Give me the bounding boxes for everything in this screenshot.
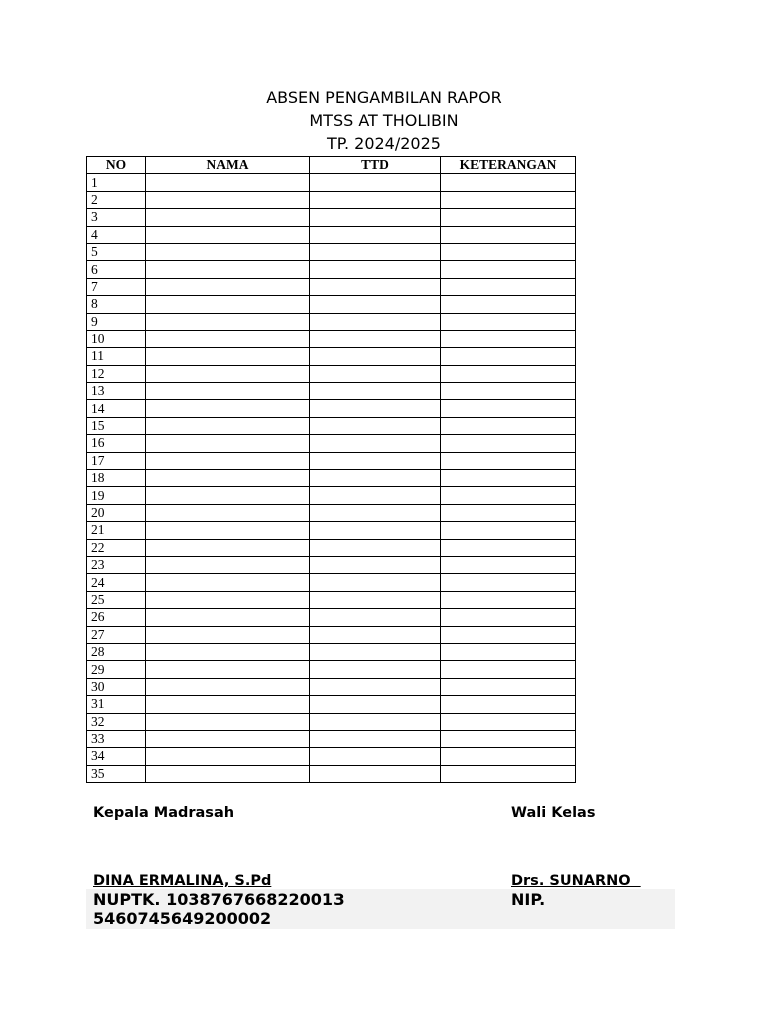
table-row	[87, 348, 576, 365]
cell-keterangan	[441, 330, 576, 347]
cell-ttd	[310, 278, 441, 295]
col-header-ttd: TTD	[310, 157, 441, 174]
cell-ttd	[310, 730, 441, 747]
cell-no: 25	[87, 591, 146, 608]
cell-ttd	[310, 487, 441, 504]
cell-nama	[146, 626, 310, 643]
cell-ttd	[310, 365, 441, 382]
cell-nama	[146, 470, 310, 487]
table-row	[87, 470, 576, 487]
cell-ttd	[310, 417, 441, 434]
cell-keterangan	[441, 522, 576, 539]
cell-ttd	[310, 330, 441, 347]
cell-keterangan	[441, 574, 576, 591]
cell-ttd	[310, 661, 441, 678]
table-row	[87, 487, 576, 504]
cell-no: 22	[87, 539, 146, 556]
cell-keterangan	[441, 765, 576, 782]
cell-keterangan	[441, 730, 576, 747]
title-line-1: ABSEN PENGAMBILAN RAPOR	[266, 88, 502, 107]
cell-keterangan	[441, 452, 576, 469]
cell-nama	[146, 348, 310, 365]
cell-ttd	[310, 504, 441, 521]
cell-nama	[146, 383, 310, 400]
cell-nama	[146, 574, 310, 591]
table-row	[87, 713, 576, 730]
cell-no: 21	[87, 522, 146, 539]
cell-nama	[146, 226, 310, 243]
cell-nama	[146, 504, 310, 521]
cell-no: 33	[87, 730, 146, 747]
cell-no: 18	[87, 470, 146, 487]
cell-ttd	[310, 313, 441, 330]
cell-keterangan	[441, 296, 576, 313]
cell-no: 13	[87, 383, 146, 400]
cell-keterangan	[441, 435, 576, 452]
cell-keterangan	[441, 748, 576, 765]
cell-keterangan	[441, 504, 576, 521]
table-row	[87, 383, 576, 400]
table-row	[87, 191, 576, 208]
cell-nama	[146, 643, 310, 660]
title-line-3: TP. 2024/2025	[327, 134, 441, 153]
cell-keterangan	[441, 626, 576, 643]
left-signer-id-line1: NUPTK. 103876766822001З	[93, 890, 345, 909]
cell-nama	[146, 313, 310, 330]
cell-no: 16	[87, 435, 146, 452]
attendance-table	[86, 156, 576, 783]
cell-nama	[146, 330, 310, 347]
cell-nama	[146, 748, 310, 765]
table-row	[87, 296, 576, 313]
cell-nama	[146, 261, 310, 278]
cell-ttd	[310, 748, 441, 765]
cell-no: 10	[87, 330, 146, 347]
cell-ttd	[310, 713, 441, 730]
cell-ttd	[310, 191, 441, 208]
cell-nama	[146, 730, 310, 747]
cell-nama	[146, 452, 310, 469]
cell-nama	[146, 661, 310, 678]
table-row	[87, 522, 576, 539]
table-row	[87, 209, 576, 226]
cell-keterangan	[441, 696, 576, 713]
left-signer-id-line2: 5460745649200002	[93, 909, 272, 928]
cell-keterangan	[441, 226, 576, 243]
cell-no: 27	[87, 626, 146, 643]
cell-nama	[146, 296, 310, 313]
left-signature-title: Kepala Madrasah	[93, 805, 235, 821]
cell-no: 5	[87, 243, 146, 260]
cell-no: 28	[87, 643, 146, 660]
document-title	[0, 86, 768, 155]
cell-no: 23	[87, 556, 146, 573]
right-signer-name: Drs. SUNARNO	[511, 873, 641, 889]
table-row	[87, 626, 576, 643]
cell-ttd	[310, 452, 441, 469]
table-row	[87, 313, 576, 330]
table-row	[87, 417, 576, 434]
cell-no: 32	[87, 713, 146, 730]
table-row	[87, 278, 576, 295]
cell-ttd	[310, 174, 441, 191]
table-row	[87, 226, 576, 243]
cell-no: 2	[87, 191, 146, 208]
table-header-row	[87, 157, 576, 174]
cell-nama	[146, 278, 310, 295]
table-row	[87, 365, 576, 382]
cell-no: 9	[87, 313, 146, 330]
cell-no: 29	[87, 661, 146, 678]
cell-no: 3	[87, 209, 146, 226]
cell-ttd	[310, 643, 441, 660]
cell-nama	[146, 591, 310, 608]
cell-keterangan	[441, 365, 576, 382]
col-header-keterangan: KETERANGAN	[441, 157, 576, 174]
cell-nama	[146, 243, 310, 260]
cell-keterangan	[441, 209, 576, 226]
cell-keterangan	[441, 609, 576, 626]
cell-no: 30	[87, 678, 146, 695]
cell-keterangan	[441, 713, 576, 730]
cell-ttd	[310, 765, 441, 782]
table-row	[87, 696, 576, 713]
cell-keterangan	[441, 400, 576, 417]
table-row	[87, 609, 576, 626]
cell-nama	[146, 713, 310, 730]
table-body	[87, 174, 576, 783]
table-row	[87, 678, 576, 695]
cell-nama	[146, 400, 310, 417]
title-line-2: MTSS AT THOLIBIN	[309, 111, 459, 130]
cell-nama	[146, 435, 310, 452]
cell-no: 35	[87, 765, 146, 782]
cell-no: 34	[87, 748, 146, 765]
cell-no: 7	[87, 278, 146, 295]
cell-nama	[146, 696, 310, 713]
right-signature-title: Wali Kelas	[511, 805, 596, 821]
cell-keterangan	[441, 470, 576, 487]
cell-no: 15	[87, 417, 146, 434]
right-signer-id: NIP.	[511, 890, 546, 909]
table-row	[87, 574, 576, 591]
cell-keterangan	[441, 348, 576, 365]
cell-keterangan	[441, 556, 576, 573]
cell-no: 6	[87, 261, 146, 278]
cell-nama	[146, 487, 310, 504]
cell-ttd	[310, 591, 441, 608]
cell-keterangan	[441, 313, 576, 330]
cell-keterangan	[441, 383, 576, 400]
cell-no: 1	[87, 174, 146, 191]
table-row	[87, 748, 576, 765]
table-row	[87, 591, 576, 608]
table-row	[87, 174, 576, 191]
table-row	[87, 661, 576, 678]
cell-ttd	[310, 626, 441, 643]
col-header-no: NO	[87, 157, 146, 174]
cell-ttd	[310, 400, 441, 417]
cell-keterangan	[441, 661, 576, 678]
cell-nama	[146, 365, 310, 382]
table-row	[87, 261, 576, 278]
cell-ttd	[310, 556, 441, 573]
cell-no: 17	[87, 452, 146, 469]
table-row	[87, 730, 576, 747]
cell-ttd	[310, 296, 441, 313]
col-header-nama: NAMA	[146, 157, 310, 174]
cell-keterangan	[441, 591, 576, 608]
table-row	[87, 539, 576, 556]
cell-nama	[146, 191, 310, 208]
cell-keterangan	[441, 487, 576, 504]
cell-ttd	[310, 539, 441, 556]
table-row	[87, 504, 576, 521]
cell-ttd	[310, 243, 441, 260]
cell-ttd	[310, 574, 441, 591]
cell-ttd	[310, 261, 441, 278]
cell-ttd	[310, 383, 441, 400]
table-row	[87, 330, 576, 347]
cell-ttd	[310, 348, 441, 365]
cell-keterangan	[441, 174, 576, 191]
left-signer-name: DINA ERMALINA, S.Pd	[93, 873, 272, 889]
cell-keterangan	[441, 191, 576, 208]
cell-no: 20	[87, 504, 146, 521]
cell-no: 12	[87, 365, 146, 382]
table-row	[87, 400, 576, 417]
table-row	[87, 435, 576, 452]
cell-no: 31	[87, 696, 146, 713]
cell-nama	[146, 209, 310, 226]
cell-ttd	[310, 226, 441, 243]
table-row	[87, 765, 576, 782]
cell-nama	[146, 174, 310, 191]
cell-no: 19	[87, 487, 146, 504]
cell-keterangan	[441, 539, 576, 556]
table-row	[87, 643, 576, 660]
cell-keterangan	[441, 678, 576, 695]
cell-nama	[146, 678, 310, 695]
cell-no: 11	[87, 348, 146, 365]
cell-keterangan	[441, 643, 576, 660]
cell-keterangan	[441, 278, 576, 295]
cell-nama	[146, 417, 310, 434]
cell-nama	[146, 609, 310, 626]
cell-nama	[146, 539, 310, 556]
cell-ttd	[310, 209, 441, 226]
cell-ttd	[310, 696, 441, 713]
table-row	[87, 243, 576, 260]
cell-ttd	[310, 522, 441, 539]
cell-no: 8	[87, 296, 146, 313]
cell-no: 14	[87, 400, 146, 417]
cell-nama	[146, 522, 310, 539]
cell-no: 26	[87, 609, 146, 626]
cell-keterangan	[441, 261, 576, 278]
cell-nama	[146, 765, 310, 782]
cell-ttd	[310, 678, 441, 695]
cell-keterangan	[441, 417, 576, 434]
cell-nama	[146, 556, 310, 573]
cell-keterangan	[441, 243, 576, 260]
cell-no: 4	[87, 226, 146, 243]
cell-ttd	[310, 470, 441, 487]
table-row	[87, 556, 576, 573]
cell-ttd	[310, 435, 441, 452]
cell-no: 24	[87, 574, 146, 591]
cell-ttd	[310, 609, 441, 626]
table-row	[87, 452, 576, 469]
